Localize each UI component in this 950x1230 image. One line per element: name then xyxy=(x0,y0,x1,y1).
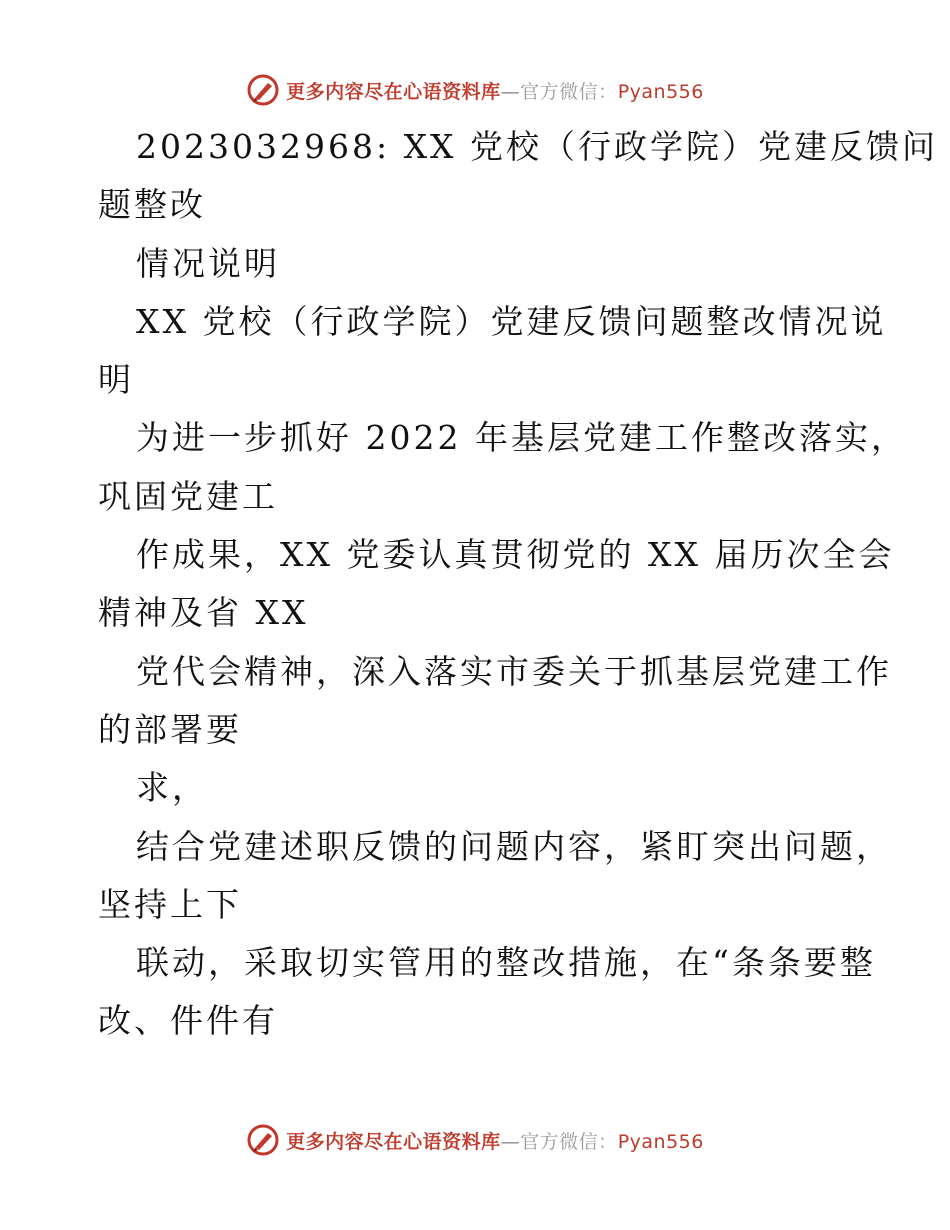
watermark-text xyxy=(286,77,704,104)
watermark-text xyxy=(286,1127,704,1154)
pen-logo-icon xyxy=(246,73,280,107)
watermark-id: Pyan556 xyxy=(617,1130,704,1153)
text-line: 题整改 xyxy=(98,185,206,225)
watermark-official: 官方微信： xyxy=(520,1130,618,1153)
text-line: 2023032968: XX 党校（行政学院）党建反馈问 xyxy=(136,127,939,166)
text-line: 为进一步抓好 2022 年基层党建工作整改落实， xyxy=(136,418,907,458)
watermark-dash: — xyxy=(500,80,521,103)
pen-logo-icon xyxy=(246,1123,280,1157)
watermark-footer xyxy=(0,1120,950,1160)
text-line: XX 党校（行政学院）党建反馈问题整改情况说 xyxy=(136,301,887,341)
watermark-header xyxy=(0,70,950,110)
text-line: 改、件件有 xyxy=(98,1001,278,1041)
watermark-official: 官方微信： xyxy=(520,80,618,103)
text-line: 的部署要 xyxy=(98,709,242,749)
text-line: 党代会精神，深入落实市委关于抓基层党建工作 xyxy=(136,651,892,691)
text-line: 联动，采取切实管用的整改措施，在“条条要整 xyxy=(136,943,876,983)
watermark-brand: 更多内容尽在心语资料库 xyxy=(286,1130,501,1153)
text-line: 明 xyxy=(98,360,134,400)
text-line: 求， xyxy=(136,768,208,808)
text-line: 精神及省 XX xyxy=(98,593,309,633)
watermark-brand: 更多内容尽在心语资料库 xyxy=(286,80,501,103)
watermark-dash: — xyxy=(500,1130,521,1153)
text-line: 作成果，XX 党委认真贯彻党的 XX 届历次全会 xyxy=(136,535,895,575)
text-line: 结合党建述职反馈的问题内容，紧盯突出问题， xyxy=(136,826,892,866)
text-line: 情况说明 xyxy=(136,243,280,283)
text-line: 巩固党建工 xyxy=(98,476,278,516)
document-body xyxy=(98,118,939,1051)
watermark-id: Pyan556 xyxy=(617,80,704,103)
text-line: 坚持上下 xyxy=(98,884,242,924)
